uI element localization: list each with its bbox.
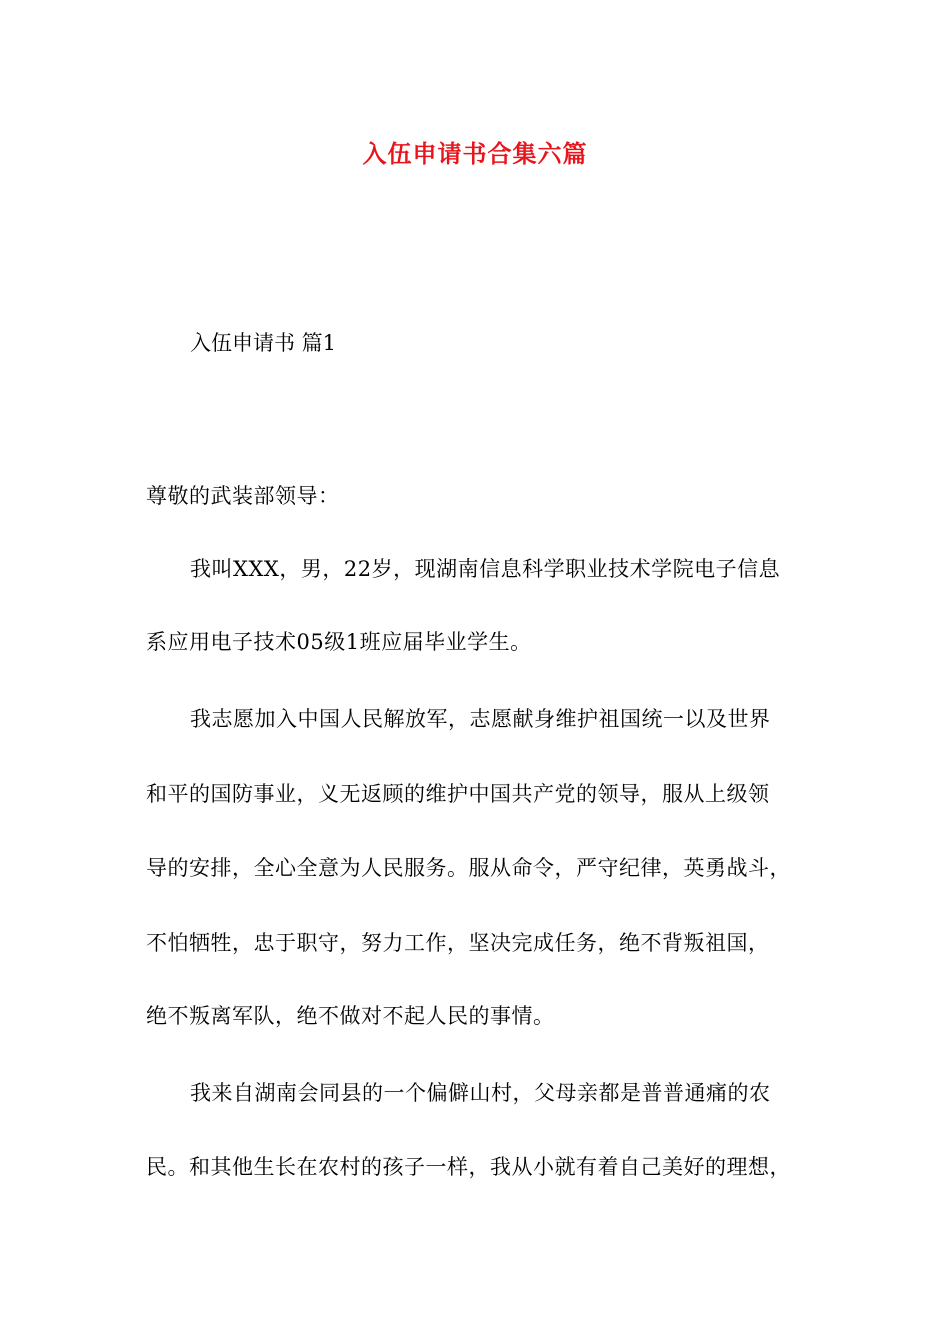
- salutation: 尊敬的武装部领导：: [146, 484, 340, 508]
- paragraph-line: 我志愿加入中国人民解放军，志愿献身维护祖国统一以及世界: [190, 707, 771, 731]
- paragraph-line: 不怕牺牲，忠于职守，努力工作，坚决完成任务，绝不背叛祖国，: [146, 931, 770, 955]
- paragraph-line: 我叫XXX，男，22岁，现湖南信息科学职业技术学院电子信息: [190, 557, 781, 581]
- paragraph-line: 我来自湖南会同县的一个偏僻山村，父母亲都是普普通痛的农: [190, 1081, 771, 1105]
- section-heading: 入伍申请书 篇1: [190, 331, 337, 355]
- paragraph-line: 绝不叛离军队，绝不做对不起人民的事情。: [146, 1004, 555, 1028]
- document-title: 入伍申请书合集六篇: [362, 139, 588, 168]
- paragraph-line: 民。和其他生长在农村的孩子一样，我从小就有着自己美好的理想，: [146, 1155, 791, 1179]
- paragraph-line: 和平的国防事业，义无返顾的维护中国共产党的领导，服从上级领: [146, 782, 770, 806]
- paragraph-line: 系应用电子技术05级1班应届毕业学生。: [146, 630, 532, 654]
- paragraph-line: 导的安排，全心全意为人民服务。服从命令，严守纪律，英勇战斗，: [146, 856, 791, 880]
